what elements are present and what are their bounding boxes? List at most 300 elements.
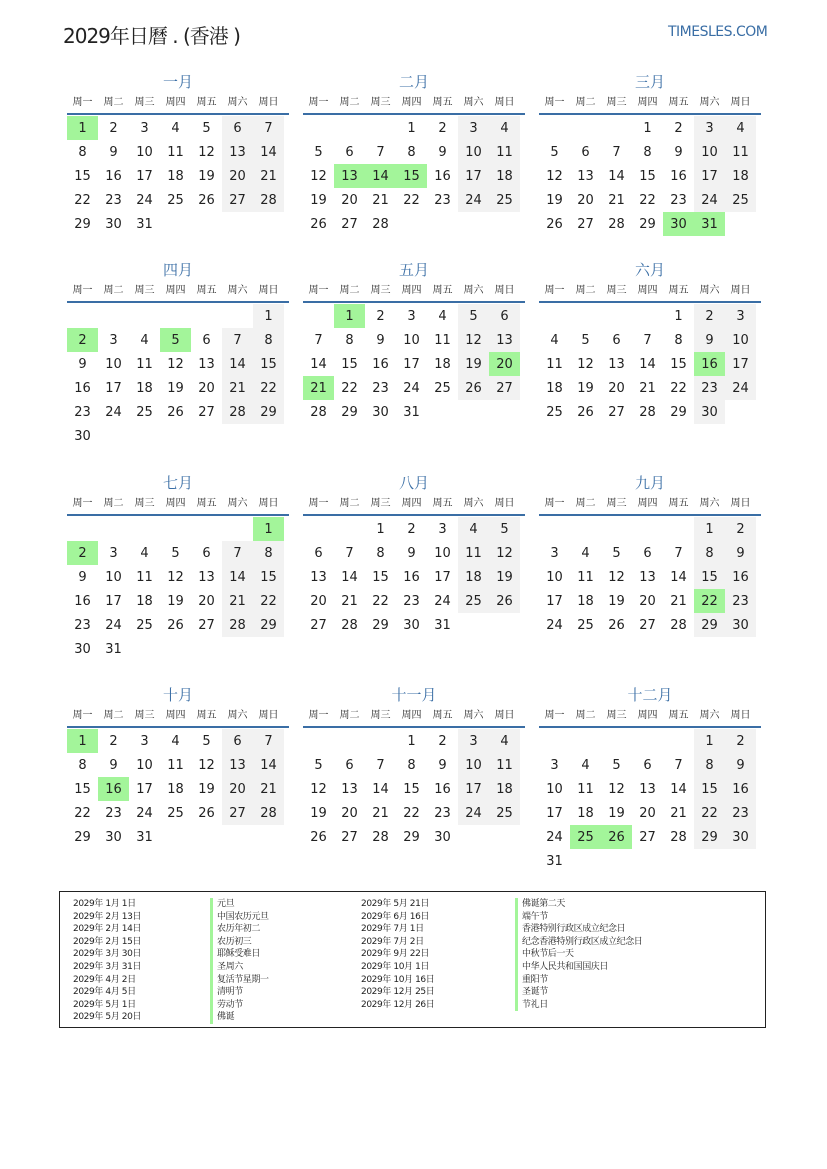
day-cell: 27	[577, 216, 594, 232]
day-cell: 19	[546, 192, 563, 208]
day-cell: 6	[643, 545, 652, 561]
weekday-label: 周日	[258, 498, 279, 509]
site-logo[interactable]: TIMESLES.COM	[668, 24, 768, 40]
empty-cell	[632, 517, 663, 541]
day-cell: 25	[167, 805, 184, 821]
day-cell: 4	[438, 308, 447, 324]
empty-cell	[539, 116, 570, 140]
day-cell: 19	[198, 168, 215, 184]
weekday-label: 周五	[668, 710, 689, 721]
weekday-label: 周一	[308, 97, 329, 108]
empty-cell	[601, 304, 632, 328]
weekday-label: 周四	[637, 710, 658, 721]
day-cell: 28	[222, 400, 253, 424]
day-cell: 29	[253, 613, 284, 637]
day-cell: 2	[407, 521, 416, 537]
day-cell: 29	[253, 400, 284, 424]
holiday-day-cell: 1	[67, 116, 98, 140]
month-block	[539, 71, 761, 236]
day-cell: 2	[109, 733, 118, 749]
weekday-label: 周四	[165, 710, 186, 721]
day-cell: 17	[546, 805, 563, 821]
day-cell: 13	[489, 328, 520, 352]
holiday-day-cell: 31	[694, 212, 725, 236]
weekday-label: 周一	[544, 710, 565, 721]
empty-cell	[303, 729, 334, 753]
holiday-day-cell: 21	[303, 376, 334, 400]
day-cell: 15	[694, 565, 725, 589]
weekday-label: 周日	[258, 285, 279, 296]
day-cell: 12	[167, 356, 184, 372]
day-cell: 4	[171, 733, 180, 749]
weekday-label: 周一	[544, 97, 565, 108]
empty-cell	[365, 729, 396, 753]
day-cell: 23	[725, 589, 756, 613]
day-cell: 12	[608, 781, 625, 797]
month-block	[67, 684, 289, 849]
legend-date: 2029年 10月 16日	[361, 974, 435, 985]
day-cell: 6	[314, 545, 323, 561]
day-cell: 24	[458, 801, 489, 825]
holiday-day-cell: 20	[489, 352, 520, 376]
day-cell: 23	[434, 805, 451, 821]
empty-cell	[570, 304, 601, 328]
weekday-label: 周五	[432, 710, 453, 721]
day-cell: 18	[434, 356, 451, 372]
day-cell: 12	[198, 144, 215, 160]
legend-date: 2029年 7月 1日	[361, 924, 424, 935]
day-cell: 9	[109, 757, 118, 773]
month-name: 八月	[398, 474, 429, 492]
day-cell: 10	[546, 569, 563, 585]
day-cell: 16	[105, 168, 122, 184]
day-cell: 24	[546, 829, 563, 845]
day-cell: 11	[167, 144, 184, 160]
day-cell: 28	[310, 404, 327, 420]
day-cell: 10	[105, 356, 122, 372]
weekday-label: 周六	[227, 285, 248, 296]
day-cell: 6	[222, 729, 253, 753]
day-cell: 4	[725, 116, 756, 140]
weekday-label: 周二	[339, 710, 360, 721]
day-cell: 15	[403, 781, 420, 797]
day-cell: 7	[345, 545, 354, 561]
day-cell: 8	[694, 541, 725, 565]
weekday-label: 周五	[196, 710, 217, 721]
day-cell: 8	[345, 332, 354, 348]
day-cell: 14	[372, 781, 389, 797]
weekday-label: 周三	[134, 710, 155, 721]
day-cell: 15	[670, 356, 687, 372]
day-cell: 22	[253, 589, 284, 613]
legend-holiday-name: 端午节	[515, 911, 642, 924]
day-cell: 11	[577, 781, 594, 797]
day-cell: 8	[407, 144, 416, 160]
legend-holiday-name: 清明节	[210, 986, 269, 999]
day-cell: 8	[407, 757, 416, 773]
day-cell: 13	[198, 356, 215, 372]
empty-cell	[365, 116, 396, 140]
month-block	[539, 684, 761, 873]
month-block	[539, 472, 761, 637]
day-cell: 24	[725, 376, 756, 400]
day-cell: 9	[674, 144, 683, 160]
day-cell: 29	[694, 613, 725, 637]
legend-date: 2029年 5月 20日	[73, 1012, 142, 1023]
day-cell: 3	[694, 116, 725, 140]
day-cell: 21	[670, 593, 687, 609]
day-cell: 7	[612, 144, 621, 160]
weekday-label: 周五	[196, 97, 217, 108]
weekday-label: 周二	[575, 97, 596, 108]
day-cell: 2	[438, 733, 447, 749]
empty-cell	[129, 304, 160, 328]
month-name: 十二月	[627, 686, 673, 704]
day-cell: 28	[608, 216, 625, 232]
day-cell: 17	[725, 352, 756, 376]
day-cell: 4	[458, 517, 489, 541]
weekday-label: 周六	[227, 97, 248, 108]
day-cell: 15	[253, 352, 284, 376]
day-cell: 7	[674, 545, 683, 561]
legend-holiday-name: 耶稣受难日	[210, 948, 269, 961]
weekday-label: 周日	[730, 97, 751, 108]
day-cell: 18	[136, 380, 153, 396]
day-cell: 19	[608, 805, 625, 821]
legend-date: 2029年 2月 15日	[73, 936, 142, 947]
day-cell: 27	[639, 617, 656, 633]
weekday-label: 周一	[544, 498, 565, 509]
day-cell: 30	[105, 216, 122, 232]
day-cell: 4	[581, 757, 590, 773]
weekday-label: 周三	[134, 97, 155, 108]
day-cell: 28	[670, 829, 687, 845]
weekday-header	[303, 706, 525, 728]
weekday-label: 周二	[339, 97, 360, 108]
day-cell: 17	[403, 356, 420, 372]
day-cell: 9	[78, 356, 87, 372]
day-cell: 16	[434, 781, 451, 797]
day-cell: 7	[643, 332, 652, 348]
weekday-label: 周三	[134, 285, 155, 296]
day-cell: 11	[434, 332, 451, 348]
weekday-label: 周一	[72, 97, 93, 108]
legend-holiday-name: 节礼日	[515, 999, 642, 1012]
day-cell: 18	[577, 593, 594, 609]
day-cell: 17	[105, 380, 122, 396]
day-cell: 30	[725, 613, 756, 637]
weekday-label: 周二	[103, 285, 124, 296]
empty-cell	[601, 116, 632, 140]
day-cell: 10	[105, 569, 122, 585]
day-cell: 26	[577, 404, 594, 420]
weekday-label: 周六	[463, 710, 484, 721]
empty-cell	[303, 116, 334, 140]
day-cell: 26	[489, 589, 520, 613]
month-name: 四月	[162, 261, 193, 279]
day-cell: 20	[222, 164, 253, 188]
day-cell: 12	[198, 757, 215, 773]
empty-cell	[160, 304, 191, 328]
day-cell: 21	[253, 777, 284, 801]
day-cell: 16	[725, 565, 756, 589]
day-cell: 26	[167, 404, 184, 420]
day-cell: 22	[694, 801, 725, 825]
day-cell: 27	[489, 376, 520, 400]
day-cell: 3	[140, 733, 149, 749]
day-cell: 5	[314, 757, 323, 773]
day-cell: 25	[489, 801, 520, 825]
legend-name-column	[515, 898, 642, 1011]
month-name: 六月	[634, 261, 665, 279]
day-cell: 1	[643, 120, 652, 136]
day-cell: 29	[372, 617, 389, 633]
day-cell: 9	[438, 757, 447, 773]
weekday-label: 周四	[401, 97, 422, 108]
weekday-label: 周三	[370, 498, 391, 509]
day-cell: 2	[438, 120, 447, 136]
weekday-label: 周二	[103, 498, 124, 509]
day-cell: 27	[310, 617, 327, 633]
day-cell: 5	[171, 545, 180, 561]
legend-date: 2029年 7月 2日	[361, 936, 424, 947]
day-cell: 14	[253, 753, 284, 777]
empty-cell	[67, 517, 98, 541]
weekday-label: 周日	[494, 97, 515, 108]
weekday-label: 周一	[72, 285, 93, 296]
day-cell: 31	[434, 617, 451, 633]
day-cell: 16	[372, 356, 389, 372]
day-cell: 28	[372, 829, 389, 845]
day-cell: 25	[458, 589, 489, 613]
day-cell: 10	[546, 781, 563, 797]
day-cell: 4	[489, 116, 520, 140]
day-cell: 18	[577, 805, 594, 821]
day-cell: 13	[222, 753, 253, 777]
empty-cell	[334, 729, 365, 753]
day-cell: 23	[725, 801, 756, 825]
empty-cell	[160, 517, 191, 541]
day-cell: 29	[74, 829, 91, 845]
weekday-label: 周五	[432, 498, 453, 509]
weekday-header	[539, 494, 761, 516]
day-cell: 17	[546, 593, 563, 609]
day-cell: 24	[403, 380, 420, 396]
day-cell: 5	[550, 144, 559, 160]
day-cell: 5	[458, 304, 489, 328]
day-cell: 27	[198, 617, 215, 633]
day-cell: 25	[577, 617, 594, 633]
day-cell: 7	[222, 541, 253, 565]
weekday-label: 周二	[575, 710, 596, 721]
day-cell: 9	[376, 332, 385, 348]
day-cell: 28	[341, 617, 358, 633]
holiday-day-cell: 26	[601, 825, 632, 849]
day-cell: 16	[74, 380, 91, 396]
day-cell: 6	[581, 144, 590, 160]
legend-holiday-name: 圣周六	[210, 961, 269, 974]
weekday-label: 周四	[637, 498, 658, 509]
day-cell: 3	[140, 120, 149, 136]
day-grid	[539, 116, 761, 236]
weekday-label: 周三	[370, 710, 391, 721]
day-cell: 5	[314, 144, 323, 160]
empty-cell	[191, 304, 222, 328]
day-cell: 12	[489, 541, 520, 565]
day-cell: 1	[694, 729, 725, 753]
day-cell: 31	[105, 641, 122, 657]
day-cell: 31	[546, 853, 563, 869]
day-cell: 2	[376, 308, 385, 324]
day-cell: 15	[74, 781, 91, 797]
day-cell: 24	[434, 593, 451, 609]
day-cell: 22	[403, 805, 420, 821]
day-cell: 8	[253, 328, 284, 352]
day-cell: 1	[407, 120, 416, 136]
legend-date: 2029年 1月 1日	[73, 899, 136, 909]
day-cell: 23	[74, 617, 91, 633]
day-grid	[539, 517, 761, 637]
legend-holiday-name: 香港特别行政区成立纪念日	[515, 923, 642, 936]
day-cell: 28	[372, 216, 389, 232]
weekday-label: 周一	[308, 710, 329, 721]
weekday-label: 周三	[370, 285, 391, 296]
day-cell: 27	[222, 801, 253, 825]
day-cell: 26	[546, 216, 563, 232]
day-cell: 1	[376, 521, 385, 537]
day-cell: 22	[670, 380, 687, 396]
empty-cell	[570, 116, 601, 140]
month-name: 二月	[398, 73, 429, 91]
day-cell: 24	[105, 617, 122, 633]
empty-cell	[98, 304, 129, 328]
legend-holiday-name: 重阳节	[515, 974, 642, 987]
legend-holiday-name: 纪念香港特别行政区成立纪念日	[515, 936, 642, 949]
day-cell: 20	[198, 593, 215, 609]
day-cell: 17	[136, 168, 153, 184]
day-cell: 11	[577, 569, 594, 585]
legend-date: 2029年 9月 22日	[361, 949, 430, 960]
day-cell: 3	[550, 757, 559, 773]
day-cell: 11	[167, 757, 184, 773]
weekday-header	[303, 93, 525, 115]
day-cell: 15	[74, 168, 91, 184]
day-cell: 23	[694, 376, 725, 400]
holiday-day-cell: 1	[334, 304, 365, 328]
weekday-label: 周六	[463, 285, 484, 296]
day-cell: 6	[489, 304, 520, 328]
day-cell: 8	[78, 757, 87, 773]
day-cell: 27	[639, 829, 656, 845]
day-cell: 22	[372, 593, 389, 609]
day-cell: 9	[78, 569, 87, 585]
empty-cell	[222, 517, 253, 541]
day-cell: 9	[694, 328, 725, 352]
day-cell: 7	[253, 116, 284, 140]
weekday-label: 周五	[432, 97, 453, 108]
day-cell: 27	[222, 188, 253, 212]
day-grid	[67, 116, 289, 236]
day-cell: 11	[136, 569, 153, 585]
holiday-day-cell: 22	[694, 589, 725, 613]
day-cell: 4	[550, 332, 559, 348]
day-cell: 12	[458, 328, 489, 352]
day-cell: 12	[310, 168, 327, 184]
weekday-header	[67, 706, 289, 728]
holiday-day-cell: 1	[253, 517, 284, 541]
weekday-label: 周三	[134, 498, 155, 509]
day-cell: 27	[608, 404, 625, 420]
day-cell: 7	[376, 144, 385, 160]
day-cell: 26	[310, 216, 327, 232]
day-cell: 3	[458, 116, 489, 140]
day-cell: 19	[310, 805, 327, 821]
weekday-label: 周四	[165, 498, 186, 509]
day-cell: 30	[105, 829, 122, 845]
legend-holiday-name: 中华人民共和国国庆日	[515, 961, 642, 974]
weekday-label: 周六	[699, 97, 720, 108]
day-cell: 4	[581, 545, 590, 561]
weekday-label: 周一	[72, 498, 93, 509]
day-cell: 20	[639, 593, 656, 609]
day-cell: 21	[222, 376, 253, 400]
day-cell: 15	[341, 356, 358, 372]
weekday-label: 周日	[494, 710, 515, 721]
day-cell: 6	[345, 757, 354, 773]
day-cell: 26	[608, 617, 625, 633]
day-cell: 25	[489, 188, 520, 212]
day-cell: 10	[694, 140, 725, 164]
weekday-header	[67, 93, 289, 115]
day-cell: 6	[202, 545, 211, 561]
day-cell: 25	[136, 404, 153, 420]
weekday-label: 周一	[72, 710, 93, 721]
day-cell: 8	[694, 753, 725, 777]
day-cell: 25	[136, 617, 153, 633]
empty-cell	[67, 304, 98, 328]
month-name: 三月	[634, 73, 665, 91]
day-cell: 23	[403, 593, 420, 609]
day-cell: 15	[372, 569, 389, 585]
day-cell: 19	[198, 781, 215, 797]
month-name: 九月	[634, 474, 665, 492]
day-cell: 5	[202, 733, 211, 749]
day-cell: 6	[345, 144, 354, 160]
weekday-label: 周日	[730, 710, 751, 721]
day-cell: 19	[489, 565, 520, 589]
day-cell: 11	[725, 140, 756, 164]
day-cell: 24	[136, 192, 153, 208]
day-cell: 20	[222, 777, 253, 801]
month-block	[67, 259, 289, 448]
weekday-label: 周六	[227, 710, 248, 721]
day-cell: 28	[253, 801, 284, 825]
empty-cell	[539, 729, 570, 753]
weekday-label: 周一	[308, 498, 329, 509]
day-cell: 8	[674, 332, 683, 348]
day-cell: 13	[608, 356, 625, 372]
day-cell: 29	[341, 404, 358, 420]
day-cell: 17	[694, 164, 725, 188]
weekday-label: 周四	[165, 97, 186, 108]
day-cell: 11	[489, 753, 520, 777]
holiday-day-cell: 14	[365, 164, 396, 188]
day-cell: 5	[612, 545, 621, 561]
day-cell: 22	[74, 805, 91, 821]
day-cell: 7	[222, 328, 253, 352]
legend-date-column	[361, 898, 434, 1011]
empty-cell	[222, 304, 253, 328]
